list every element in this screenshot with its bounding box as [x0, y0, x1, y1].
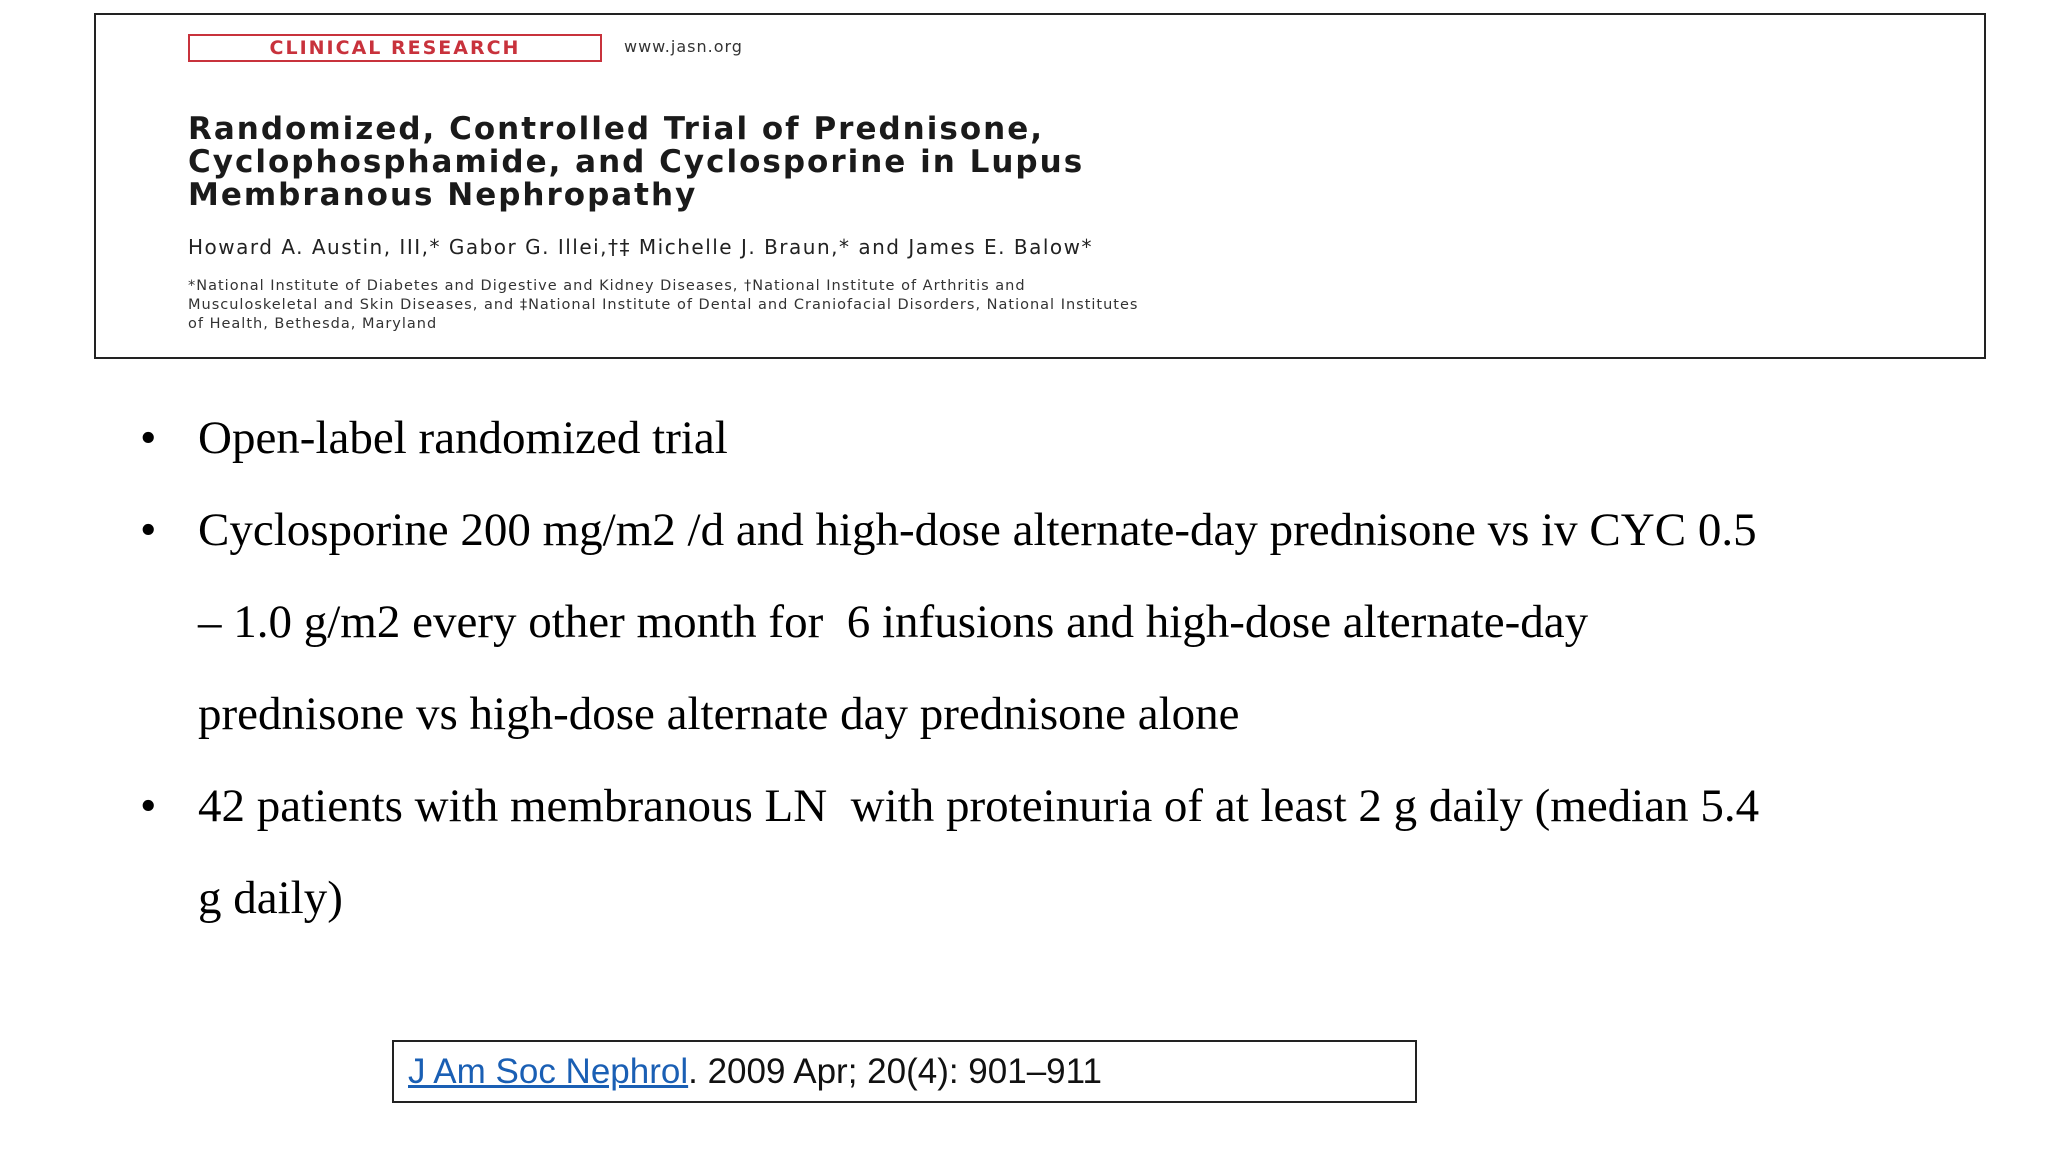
bullet-item [140, 760, 1940, 944]
affiliation-line: *National Institute of Diabetes and Digestive and Kidney Diseases, †National Institute of Arthritis and [188, 278, 1026, 294]
bullet-line: prednisone vs high-dose alternate day prednisone alone [198, 688, 1240, 740]
affiliation-line: Musculoskeletal and Skin Diseases, and ‡National Institute of Dental and Craniofacial Disorders, National Institutes [188, 297, 1139, 313]
article-title-line: Cyclophosphamide, and Cyclosporine in Lupus [188, 144, 1085, 180]
bullet-line: Open-label randomized trial [198, 412, 728, 464]
article-authors: Howard A. Austin, III,* Gabor G. Illei,†‡ Michelle J. Braun,* and James E. Balow* [188, 235, 1094, 259]
bullet-line: – 1.0 g/m2 every other month for 6 infusions and high-dose alternate-day [198, 596, 1589, 648]
citation-details: . 2009 Apr; 20(4): 901–911 [688, 1052, 1102, 1091]
bullet-item [140, 392, 1940, 484]
bullet-line: 42 patients with membranous LN with proteinuria of at least 2 g daily (median 5.4 [198, 780, 1760, 832]
bullet-item [140, 484, 1940, 760]
article-affiliations [188, 277, 1948, 334]
bullet-line: Cyclosporine 200 mg/m2 /d and high-dose alternate-day prednisone vs iv CYC 0.5 [198, 504, 1757, 556]
bullet-list [140, 392, 1940, 944]
bullet-line: g daily) [198, 872, 343, 924]
article-header-image [94, 13, 1986, 359]
bullet-dot: • [140, 780, 157, 832]
bullet-dot: • [140, 504, 157, 556]
journal-link[interactable]: J Am Soc Nephrol [408, 1052, 689, 1091]
article-title-line: Randomized, Controlled Trial of Prednisone, [188, 111, 1044, 147]
article-title [188, 113, 1688, 212]
affiliation-line: of Health, Bethesda, Maryland [188, 316, 438, 332]
journal-site-url: www.jasn.org [624, 37, 743, 56]
bullet-dot: • [140, 412, 157, 464]
citation-box [392, 1040, 1417, 1103]
section-badge: CLINICAL RESEARCH [188, 34, 602, 62]
article-title-line: Membranous Nephropathy [188, 177, 698, 213]
